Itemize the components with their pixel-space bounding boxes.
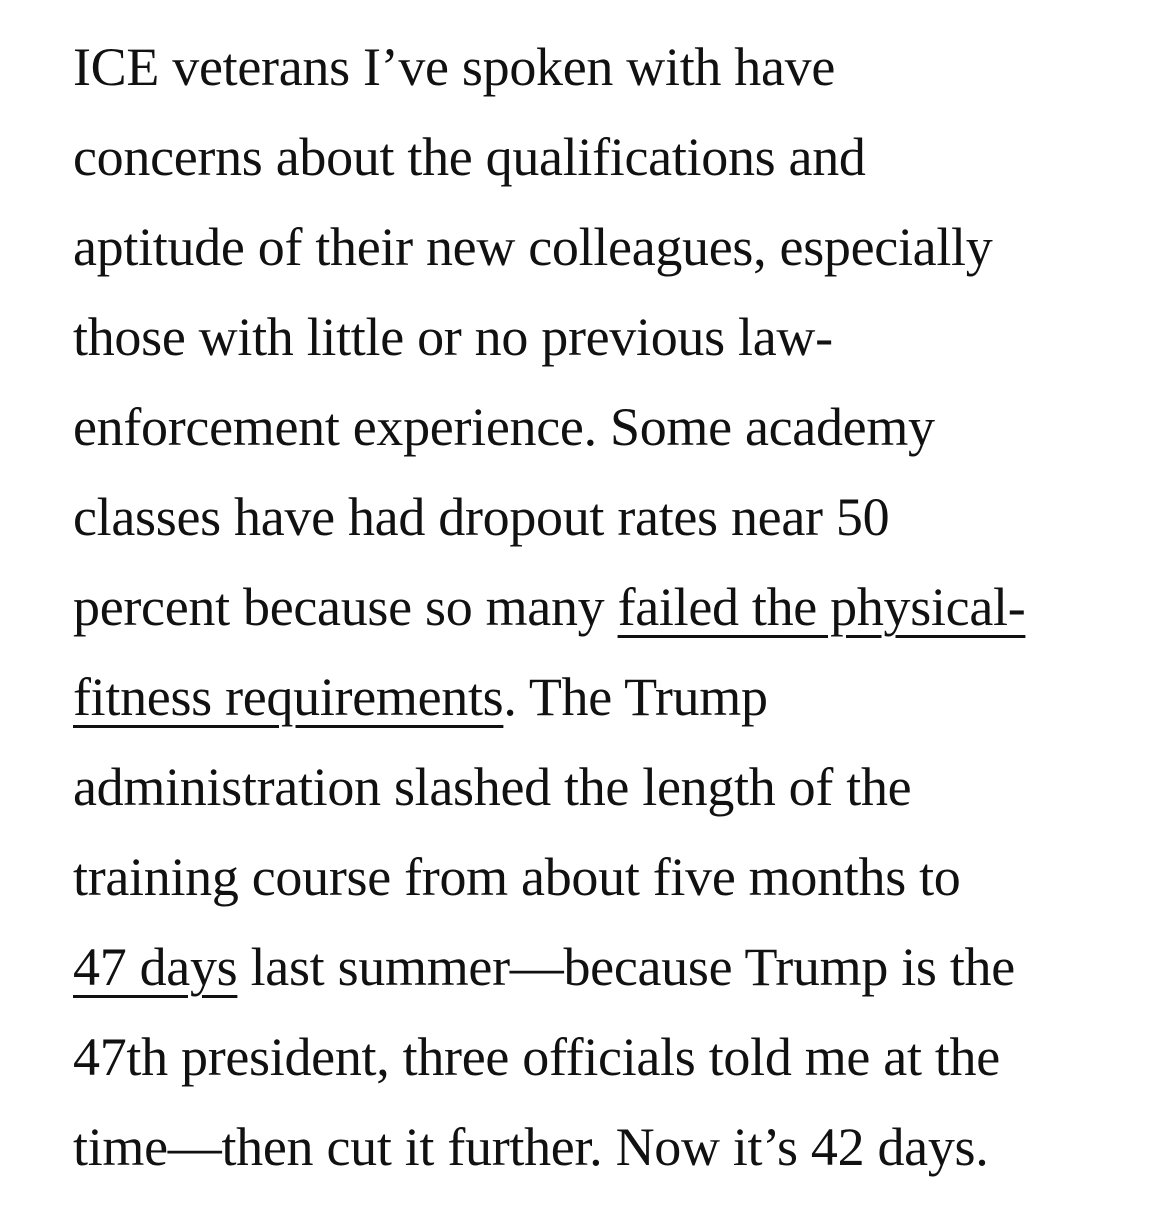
article-paragraph [73,22,1133,1192]
paragraph-text: . The Trump [503,667,768,727]
paragraph-text: percent because so many [73,577,618,637]
paragraph-line: enforcement experience. Some academy [73,397,935,457]
physical-fitness-link-continued[interactable]: fitness requirements [73,667,504,727]
paragraph-line: administration slashed the length of the [73,757,912,817]
paragraph-line: time—then cut it further. Now it’s 42 days. [73,1117,989,1177]
paragraph-line: training course from about five months to [73,847,961,907]
paragraph-line [73,922,1133,1012]
physical-fitness-link[interactable]: failed the physical- [617,577,1026,637]
paragraph-line: 47th president, three officials told me at the [73,1027,1000,1087]
paragraph-line: those with little or no previous law- [73,307,833,367]
paragraph-line: ICE veterans I’ve spoken with have [73,37,836,97]
paragraph-line [73,652,1133,742]
paragraph-line [73,562,1133,652]
paragraph-line: concerns about the qualifications and [73,127,866,187]
paragraph-line: classes have had dropout rates near 50 [73,487,890,547]
paragraph-line: aptitude of their new colleagues, especially [73,217,993,277]
paragraph-text: last summer—because Trump is the [237,937,1015,997]
47-days-link[interactable]: 47 days [73,937,238,997]
